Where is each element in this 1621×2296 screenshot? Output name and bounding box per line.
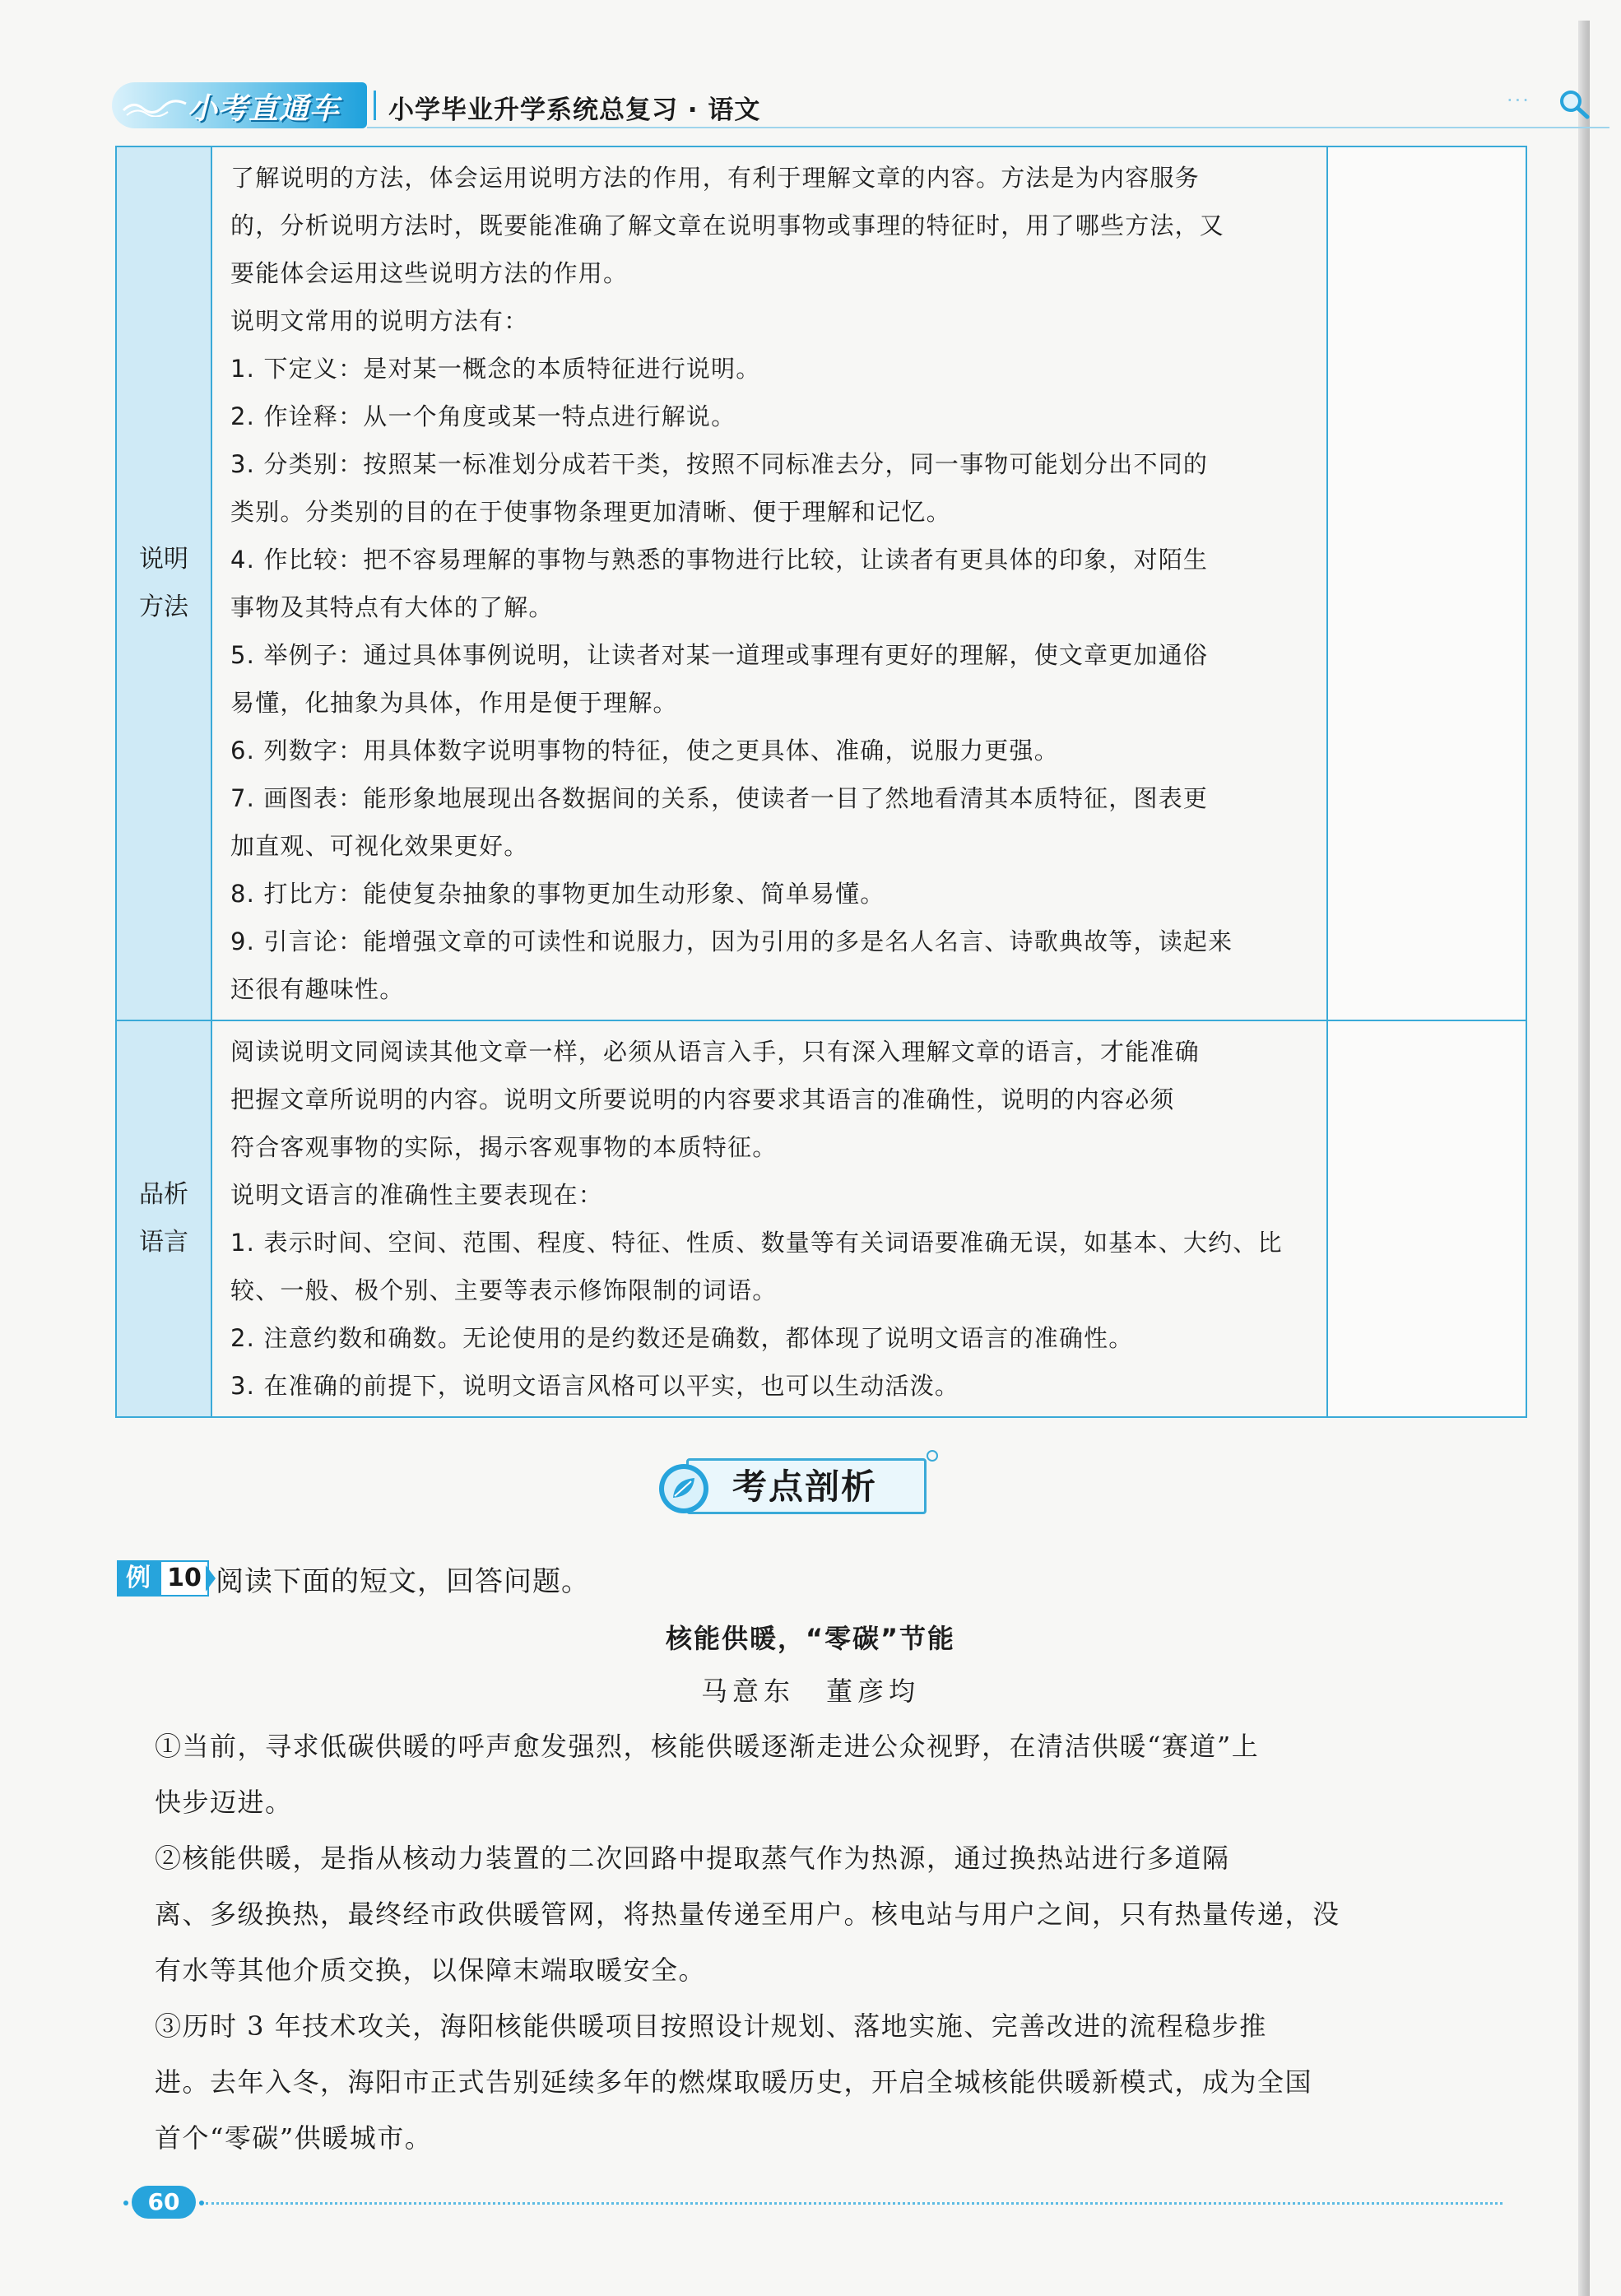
header-title: 小学毕业升学系统总复习 · 语文 bbox=[388, 95, 761, 125]
paragraph-line: ①当前，寻求低碳供暖的呼声愈发强烈，核能供暖逐渐走进公众视野，在清洁供暖“赛道”上 bbox=[155, 1731, 1260, 1762]
paragraph-line: 离、多级换热，最终经市政供暖管网，将热量传递至用户。核电站与用户之间，只有热量传递，没 bbox=[155, 1899, 1340, 1930]
text-line: 9. 引言论：能增强文章的可读性和说服力，因为引用的多是名人名言、诗歌典故等，读起来 bbox=[230, 927, 1233, 955]
section-banner bbox=[655, 1448, 935, 1524]
paragraph-line: 有水等其他介质交换，以保障末端取暖安全。 bbox=[155, 1954, 707, 1986]
page-edge bbox=[1578, 21, 1590, 2296]
brand-text: 小考直通车 bbox=[188, 91, 341, 126]
example-prompt: 阅读下面的短文，回答问题。 bbox=[216, 1565, 590, 1598]
page-number: 60 bbox=[132, 2186, 196, 2219]
paragraph-line: 快步迈进。 bbox=[155, 1787, 293, 1818]
example-badge bbox=[117, 1560, 216, 1597]
section-title: 考点剖析 bbox=[732, 1466, 878, 1507]
text-line: 7. 画图表：能形象地展现出各数据间的关系，使读者一目了然地看清其本质特征，图表更 bbox=[230, 784, 1209, 812]
text-line: 1. 下定义：是对某一概念的本质特征进行说明。 bbox=[230, 355, 761, 383]
header-separator bbox=[374, 91, 376, 120]
notes-cell bbox=[1327, 1020, 1526, 1417]
text-line: 8. 打比方：能使复杂抽象的事物更加生动形象、简单易懂。 bbox=[230, 880, 885, 908]
header-underline bbox=[367, 127, 1609, 128]
table-row-language bbox=[116, 1020, 1526, 1417]
text-line: 4. 作比较：把不容易理解的事物与熟悉的事物进行比较，让读者有更具体的印象，对陌生 bbox=[230, 546, 1209, 574]
notes-cell bbox=[1327, 146, 1526, 1020]
row-content-methods bbox=[211, 146, 1327, 1020]
paragraph-line: ③历时 3 年技术攻关，海阳核能供暖项目按照设计规划、落地实施、完善改进的流程稳步推 bbox=[155, 2010, 1267, 2042]
badge-arrow bbox=[206, 1565, 216, 1592]
row-label-line: 品析 bbox=[139, 1180, 188, 1209]
text-line: 6. 列数字：用具体数字说明事物的特征，使之更具体、准确，说服力更强。 bbox=[230, 737, 1059, 765]
text-line: 3. 在准确的前提下，说明文语言风格可以平实，也可以生动活泼。 bbox=[230, 1372, 960, 1400]
text-line: 1. 表示时间、空间、范围、程度、特征、性质、数量等有关词语要准确无误，如基本、大约、比 bbox=[230, 1229, 1283, 1257]
text-line: 2. 作诠释：从一个角度或某一特点进行解说。 bbox=[230, 402, 736, 430]
article-title: 核能供暖，“零碳”节能 bbox=[665, 1623, 956, 1654]
leaf-icon bbox=[655, 1460, 713, 1517]
footer-dot bbox=[199, 2201, 204, 2205]
text-line: 阅读说明文同阅读其他文章一样，必须从语言入手，只有深入理解文章的语言，才能准确 bbox=[230, 1038, 1200, 1066]
text-line: 2. 注意约数和确数。无论使用的是约数还是确数，都体现了说明文语言的准确性。 bbox=[230, 1324, 1134, 1352]
text-line: 把握文章所说明的内容。说明文所要说明的内容要求其语言的准确性，说明的内容必须 bbox=[230, 1085, 1175, 1113]
table-row-methods bbox=[116, 146, 1526, 1020]
text-line: 事物及其特点有大体的了解。 bbox=[230, 593, 554, 621]
text-line: 了解说明的方法，体会运用说明方法的作用，有利于理解文章的内容。方法是为内容服务 bbox=[230, 164, 1200, 192]
row-label-line: 方法 bbox=[139, 593, 188, 621]
explanation-methods-table bbox=[115, 146, 1527, 1418]
brand-logo bbox=[112, 82, 367, 128]
footer-dot bbox=[123, 2201, 128, 2205]
text-line: 较、一般、极个别、主要等表示修饰限制的词语。 bbox=[230, 1276, 778, 1304]
text-line: 加直观、可视化效果更好。 bbox=[230, 832, 529, 860]
row-content-language bbox=[211, 1020, 1327, 1417]
row-label-line: 语言 bbox=[139, 1228, 188, 1257]
header-dots: ··· bbox=[1507, 89, 1530, 112]
text-line: 说明文语言的准确性主要表现在： bbox=[230, 1181, 604, 1209]
row-label-language bbox=[116, 1020, 211, 1417]
row-label-methods bbox=[116, 146, 211, 1020]
example-badge-number: 10 bbox=[160, 1560, 209, 1597]
article-authors: 马意东 董彦均 bbox=[700, 1676, 920, 1707]
text-line: 的，分析说明方法时，既要能准确了解文章在说明事物或事理的特征时，用了哪些方法，又 bbox=[230, 211, 1225, 239]
text-line: 还很有趣味性。 bbox=[230, 975, 405, 1003]
wave-icon bbox=[122, 97, 188, 117]
text-line: 易懂，化抽象为具体，作用是便于理解。 bbox=[230, 689, 678, 717]
text-line: 要能体会运用这些说明方法的作用。 bbox=[230, 259, 629, 287]
text-line: 5. 举例子：通过具体事例说明，让读者对某一道理或事理有更好的理解，使文章更加通俗 bbox=[230, 641, 1209, 669]
text-line: 类别。分类别的目的在于使事物条理更加清晰、便于理解和记忆。 bbox=[230, 498, 951, 526]
paragraph-line: 首个“零碳”供暖城市。 bbox=[155, 2122, 433, 2154]
search-icon bbox=[1556, 87, 1592, 120]
page-header bbox=[112, 82, 1530, 128]
paragraph-line: 进。去年入冬，海阳市正式告别延续多年的燃煤取暖历史，开启全城核能供暖新模式，成为全国 bbox=[155, 2066, 1313, 2098]
example-badge-label: 例 bbox=[117, 1560, 160, 1597]
paragraph-line: ②核能供暖，是指从核动力装置的二次回路中提取蒸气作为热源，通过换热站进行多道隔 bbox=[155, 1843, 1230, 1874]
text-line: 说明文常用的说明方法有： bbox=[230, 307, 529, 335]
text-line: 符合客观事物的实际，揭示客观事物的本质特征。 bbox=[230, 1133, 778, 1161]
row-label-line: 说明 bbox=[139, 545, 188, 574]
banner-dot bbox=[927, 1450, 938, 1462]
text-line: 3. 分类别：按照某一标准划分成若干类，按照不同标准去分，同一事物可能划分出不同的 bbox=[230, 450, 1209, 478]
footer-rule bbox=[206, 2202, 1503, 2205]
